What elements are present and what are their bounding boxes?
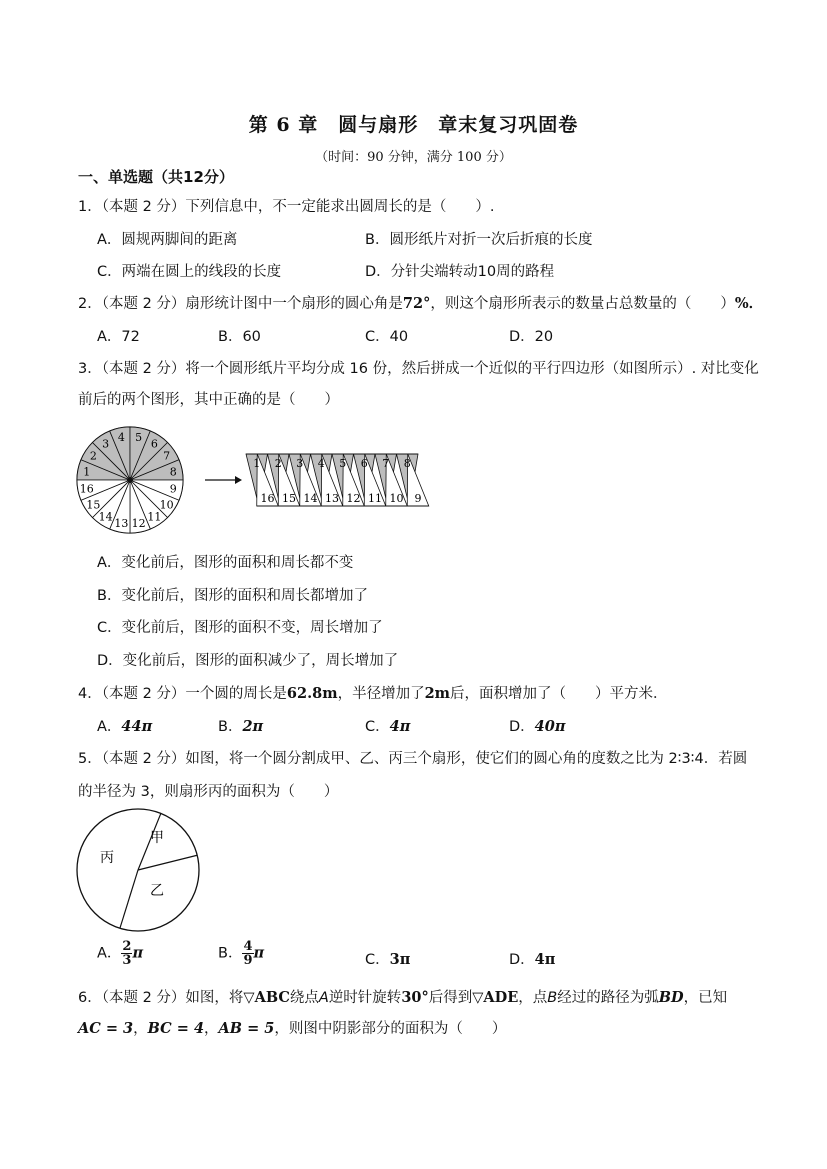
question-text: 下列信息中，不一定能求出圆周长的是（ ）. <box>185 199 495 215</box>
math-angle: 30° <box>401 989 429 1006</box>
q1-option-b: B．圆形纸片对折一次后折痕的长度 <box>365 232 593 248</box>
q3-figure <box>70 418 470 536</box>
page-subtitle: （时间：90 分钟，满分 100 分） <box>315 150 512 165</box>
sector-number: 9 <box>169 482 177 496</box>
question-text: 将一个圆形纸片平均分成 16 份，然后拼成一个近似的平行四边形（如图所示）. 对比变化 <box>185 361 759 377</box>
q5-option-d <box>509 948 555 969</box>
wedge-number: 3 <box>296 457 304 470</box>
q5-option-b <box>218 940 264 967</box>
question-number: 6．（本题 2 分） <box>78 990 186 1006</box>
question-text: ，点 <box>518 990 548 1006</box>
wedge-number: 14 <box>303 492 318 505</box>
sector-number: 6 <box>150 437 158 451</box>
option-label: D． <box>509 719 535 735</box>
question-6 <box>78 986 727 1007</box>
option-label: A． <box>97 945 122 962</box>
arrow <box>205 476 242 484</box>
point-b: B <box>547 990 558 1006</box>
option-label: C． <box>365 952 390 968</box>
math-bc: BC = 4 <box>147 1020 205 1037</box>
center-dot <box>127 477 133 483</box>
q2-option-b: B．60 <box>218 329 261 345</box>
question-5 <box>78 747 747 768</box>
question-4 <box>78 682 668 703</box>
wedge-number: 5 <box>339 457 347 470</box>
section-heading: 一、单选题（共12分） <box>78 168 234 186</box>
numerator: 2 <box>122 939 132 954</box>
question-number: 2．（本题 2 分） <box>78 296 186 312</box>
option-value: 44π <box>121 718 153 735</box>
sector-number: 4 <box>117 430 125 444</box>
sector-number: 3 <box>102 437 110 451</box>
question-3-line2: 前后的两个图形，其中正确的是（ ） <box>78 392 339 408</box>
math-triangle-abc: ▽ABC <box>243 989 290 1006</box>
separator: ， <box>204 1021 219 1037</box>
question-6-line2 <box>78 1017 506 1038</box>
question-3 <box>78 357 759 378</box>
math-ac: AC = 3 <box>78 1020 134 1037</box>
question-text: 经过的路径为弧 <box>557 990 659 1006</box>
wedge-number: 16 <box>260 492 275 505</box>
question-text: ，则图中阴影部分的面积为（ ） <box>274 1021 507 1037</box>
wedge-number: 11 <box>368 492 382 505</box>
q2-option-a: A．72 <box>97 329 140 345</box>
sector-label-bing: 丙 <box>100 850 114 866</box>
q5-option-c <box>365 948 410 969</box>
sector-number: 1 <box>83 465 91 479</box>
radius-line <box>138 855 197 870</box>
math-angle: 72° <box>402 295 431 312</box>
sector-number: 2 <box>89 449 97 463</box>
sector-number: 7 <box>163 449 171 463</box>
q2-option-d: D．20 <box>509 329 554 345</box>
wedge-number: 4 <box>317 457 325 470</box>
sector-number: 14 <box>98 510 113 524</box>
q3-option-d: D．变化前后，图形的面积减少了，周长增加了 <box>97 653 399 669</box>
q2-option-c: C．40 <box>365 329 409 345</box>
option-value: 4π <box>389 718 411 735</box>
option-value: 3π <box>389 951 411 968</box>
math-radius-increase: 2m <box>424 685 451 702</box>
wedge-number: 8 <box>403 457 411 470</box>
wedge-number: 6 <box>360 457 368 470</box>
q4-option-a <box>97 715 152 736</box>
radius-line <box>120 870 138 928</box>
question-text: 如图，将 <box>185 990 244 1006</box>
question-number: 4．（本题 2 分） <box>78 686 186 702</box>
option-label: B． <box>218 945 243 962</box>
wedge-number: 13 <box>325 492 339 505</box>
q1-option-a: A．圆规两脚间的距离 <box>97 232 238 248</box>
page-title: 第 6 章 圆与扇形 章末复习巩固卷 <box>248 114 579 136</box>
sector-number: 13 <box>114 517 129 531</box>
question-text: 后得到 <box>428 990 473 1006</box>
q3-option-a: A．变化前后，图形的面积和周长都不变 <box>97 555 354 571</box>
math-percent: %． <box>734 295 764 312</box>
q4-option-c <box>365 715 410 736</box>
question-text: 绕点 <box>289 990 319 1006</box>
sector-label-jia: 甲 <box>150 830 164 846</box>
fraction <box>242 940 253 967</box>
question-text: 扇形统计图中一个扇形的圆心角是 <box>185 296 403 312</box>
wedge-number: 10 <box>389 492 404 505</box>
wedge-number: 7 <box>382 457 390 470</box>
sixteen-sector-circle <box>77 427 183 533</box>
q1-option-d: D．分针尖端转动10周的路程 <box>365 264 555 280</box>
fraction <box>121 940 132 967</box>
math-circumference: 62.8m <box>286 685 338 702</box>
numerator: 4 <box>243 939 253 954</box>
approx-parallelogram <box>246 454 429 506</box>
point-a: A <box>318 990 329 1006</box>
question-text: 如图，将一个圆分割成甲、乙、丙三个扇形，使它们的圆心角的度数之比为 2∶3∶4．若圆 <box>185 751 748 767</box>
q1-option-c: C．两端在圆上的线段的长度 <box>97 264 282 280</box>
option-value: 4π <box>534 951 556 968</box>
q4-option-d <box>509 715 565 736</box>
math-arc-bd: BD <box>658 989 684 1006</box>
q5-option-a <box>97 940 143 967</box>
sector-number: 8 <box>169 465 177 479</box>
option-label: D． <box>509 952 535 968</box>
option-label: B． <box>218 719 243 735</box>
question-text: ，已知 <box>683 990 728 1006</box>
sector-number: 5 <box>135 430 143 444</box>
question-number: 3．（本题 2 分） <box>78 361 186 377</box>
sector-number: 15 <box>86 498 101 512</box>
wedge-number: 9 <box>414 492 422 505</box>
pi-symbol: π <box>253 944 265 962</box>
sector-number: 10 <box>159 498 174 512</box>
option-label: C． <box>365 719 390 735</box>
question-2 <box>78 292 763 313</box>
question-5-line2: 的半径为 3，则扇形丙的面积为（ ） <box>78 784 339 800</box>
question-number: 5．（本题 2 分） <box>78 751 186 767</box>
wedge-number: 2 <box>274 457 282 470</box>
pi-symbol: π <box>132 944 144 962</box>
wedge-number: 15 <box>282 492 296 505</box>
question-text: 逆时针旋转 <box>328 990 402 1006</box>
q4-option-b <box>218 715 263 736</box>
question-text: ，则这个扇形所表示的数量占总数量的（ ） <box>430 296 735 312</box>
wedge-number: 12 <box>346 492 361 505</box>
sector-label-yi: 乙 <box>150 883 164 899</box>
separator: ， <box>133 1021 148 1037</box>
question-text: 后，面积增加了（ ）平方米． <box>450 686 668 702</box>
option-value: 2π <box>242 718 264 735</box>
math-ab: AB = 5 <box>218 1020 275 1037</box>
question-text: 一个圆的周长是 <box>185 686 287 702</box>
sector-number: 16 <box>79 482 94 496</box>
math-triangle-ade: ▽ADE <box>472 989 519 1006</box>
question-1 <box>78 195 495 216</box>
sector-number: 12 <box>131 517 146 531</box>
denominator: 3 <box>122 953 132 968</box>
wedge-number: 1 <box>253 457 261 470</box>
sector-number: 11 <box>147 510 162 524</box>
option-label: A． <box>97 719 122 735</box>
question-number: 1．（本题 2 分） <box>78 199 186 215</box>
q5-figure <box>70 806 210 936</box>
option-value: 40π <box>534 718 566 735</box>
question-text: ，半径增加了 <box>337 686 425 702</box>
q3-option-b: B．变化前后，图形的面积和周长都增加了 <box>97 588 368 604</box>
denominator: 9 <box>243 953 253 968</box>
q3-option-c: C．变化前后，图形的面积不变，周长增加了 <box>97 620 383 636</box>
